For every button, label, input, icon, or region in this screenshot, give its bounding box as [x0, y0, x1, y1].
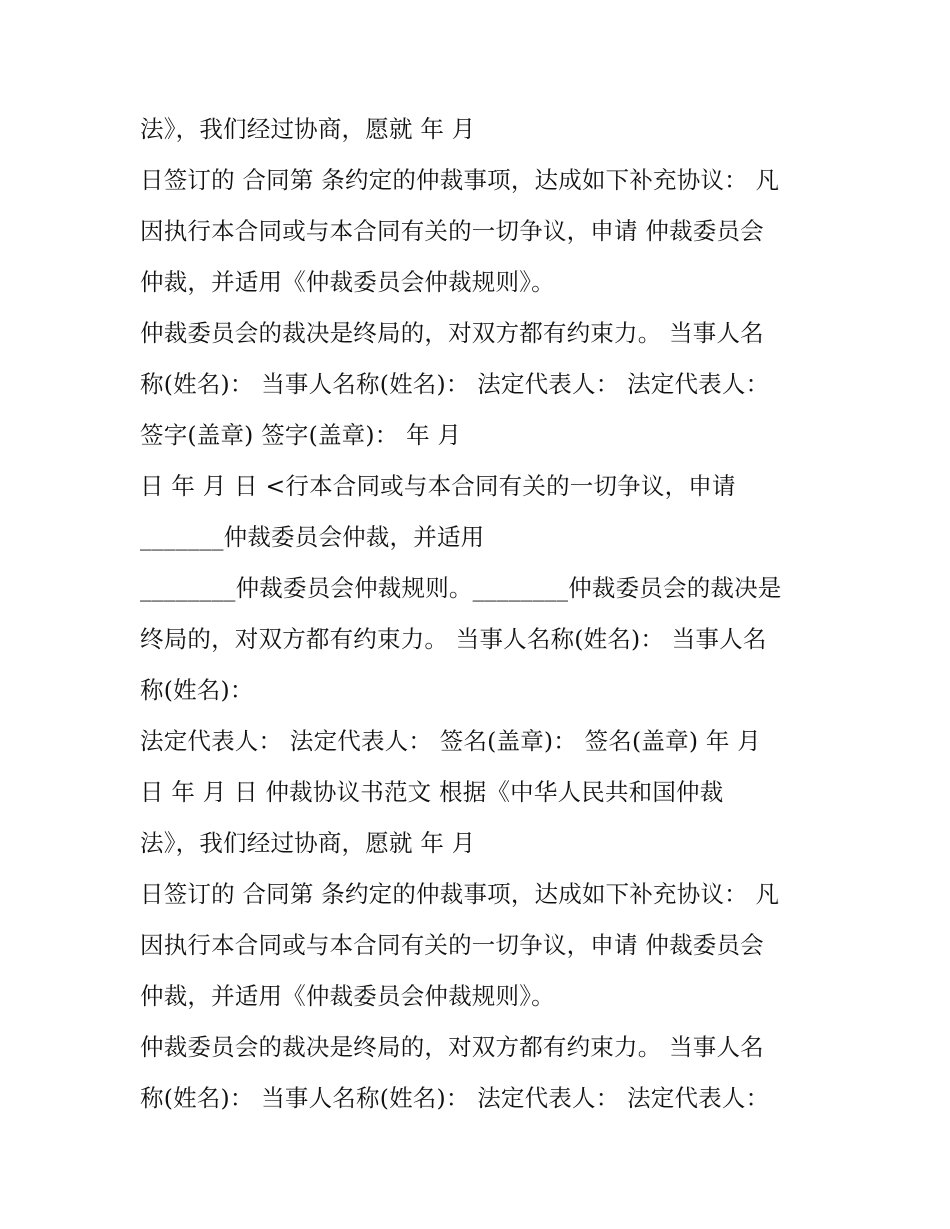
text-line: 仲裁委员会的裁决是终局的，对双方都有约束力。 当事人名: [140, 319, 764, 347]
text-line: 法定代表人： 法定代表人： 签名(盖章)： 签名(盖章) 年 月: [140, 727, 761, 755]
text-line: 法》，我们经过协商，愿就 年 月: [140, 115, 476, 143]
text-line: 称(姓名)： 当事人名称(姓名)： 法定代表人： 法定代表人：: [140, 370, 770, 398]
document-body: [140, 104, 820, 1124]
text-line: 日签订的 合同第 条约定的仲裁事项，达成如下补充协议： 凡: [140, 880, 780, 908]
text-line: 日 年 月 日 仲裁协议书范文 根据《中华人民共和国仲裁: [140, 778, 724, 806]
text-line: 法》，我们经过协商，愿就 年 月: [140, 829, 476, 857]
text-line: _______仲裁委员会仲裁，并适用: [140, 523, 485, 551]
text-line: ________仲裁委员会仲裁规则。________仲裁委员会的裁决是: [140, 574, 782, 602]
text-line: 因执行本合同或与本合同有关的一切争议，申请 仲裁委员会: [140, 217, 764, 245]
text-line: 仲裁，并适用《仲裁委员会仲裁规则》。: [140, 268, 555, 296]
text-line: 仲裁委员会的裁决是终局的，对双方都有约束力。 当事人名: [140, 1033, 764, 1061]
text-line: 日签订的 合同第 条约定的仲裁事项，达成如下补充协议： 凡: [140, 166, 780, 194]
text-line: 日 年 月 日 <行本合同或与本合同有关的一切争议，申请: [140, 472, 736, 500]
text-line: 仲裁，并适用《仲裁委员会仲裁规则》。: [140, 982, 555, 1010]
text-line: 称(姓名)： 当事人名称(姓名)： 法定代表人： 法定代表人：: [140, 1084, 770, 1112]
text-line: 签字(盖章) 签字(盖章)： 年 月: [140, 421, 462, 449]
text-line: 终局的，对双方都有约束力。 当事人名称(姓名)： 当事人名: [140, 625, 767, 653]
text-line: 因执行本合同或与本合同有关的一切争议，申请 仲裁委员会: [140, 931, 764, 959]
text-line: 称(姓名)：: [140, 676, 254, 704]
